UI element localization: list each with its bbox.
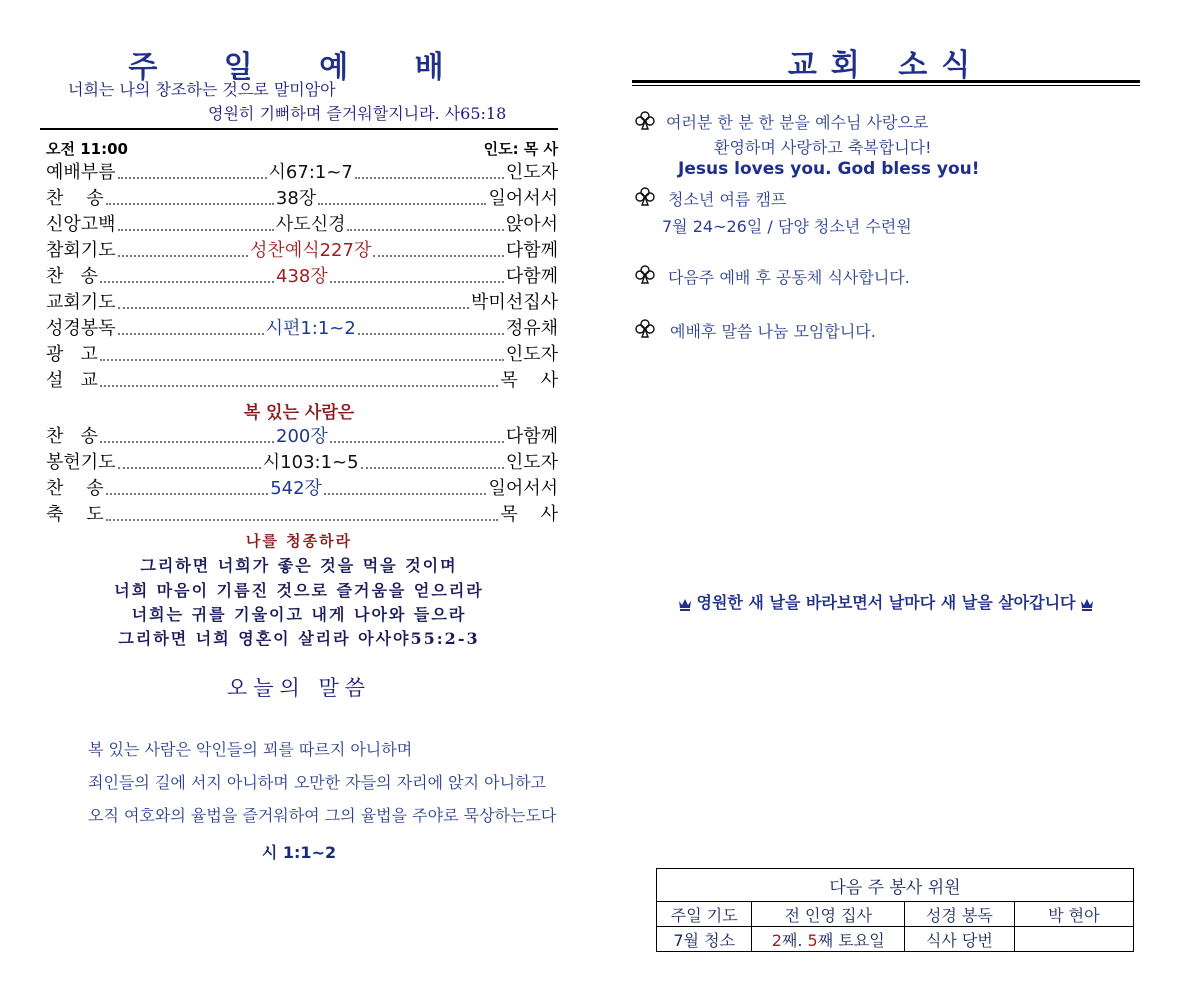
service-time: 오전 11:00: [46, 140, 128, 158]
dot-leader: [118, 229, 274, 231]
order-performer: 일어서서: [488, 188, 558, 209]
order-row: [46, 316, 558, 342]
order-detail: 200장: [276, 426, 328, 447]
order-performer: 인도자: [505, 452, 558, 473]
news-item-line: 예배후 말씀 나눔 모임합니다.: [670, 322, 876, 341]
dot-leader: [100, 441, 274, 443]
news-title: 교회 소식: [787, 48, 985, 83]
today-word-line: 복 있는 사람은 악인들의 꾀를 따르지 아니하며: [88, 740, 413, 759]
table-cell: 주일 기도: [657, 902, 752, 927]
table-cell: 성경 봉독: [905, 902, 1015, 927]
order-row: [46, 238, 558, 264]
order-performer: 다함께: [505, 426, 558, 447]
duty-table: [656, 868, 1134, 952]
club-icon: [634, 110, 656, 130]
sermon-title: 복 있는 사람은: [243, 403, 355, 423]
news-item-line: 다음주 예배 후 공동체 식사합니다.: [668, 268, 910, 287]
order-label: 찬 송: [46, 266, 98, 287]
order-row: [46, 424, 558, 450]
order-performer: 정유채: [505, 318, 559, 339]
order-label: 예배부름: [46, 162, 116, 183]
dot-leader: [118, 307, 469, 309]
scripture-line: 그리하면 너희 영혼이 살리라 아사야55:2-3: [118, 629, 480, 648]
motto-text: 영원한 새 날을 바라보면서 날마다 새 날을 살아갑니다: [696, 593, 1076, 612]
dot-leader: [100, 385, 498, 387]
dot-leader: [318, 203, 486, 205]
table-cell: 7월 청소: [657, 927, 752, 952]
table-row: [657, 902, 1134, 927]
order-row: [46, 290, 558, 316]
order-performer: 박미선집사: [471, 292, 558, 313]
dot-leader: [106, 203, 274, 205]
order-row: [46, 160, 558, 186]
order-performer: 일어서서: [488, 478, 559, 499]
order-label: 찬 송: [46, 426, 98, 447]
divider: [632, 80, 1140, 83]
dot-leader: [106, 493, 269, 495]
order-performer: 다함께: [505, 240, 558, 261]
scripture-line: 너희는 귀를 기울이고 내게 나아와 들으라: [131, 605, 467, 624]
scripture-line: 그리하면 너희가 좋은 것을 먹을 것이며: [140, 556, 458, 575]
dot-leader: [118, 333, 264, 335]
order-performer: 목 사: [500, 504, 558, 525]
order-performer: 인도자: [505, 344, 558, 365]
table-cell: 박 현아: [1014, 902, 1133, 927]
english-blessing: Jesus loves you. God bless you!: [678, 159, 980, 179]
order-label: 광 고: [46, 344, 98, 365]
dot-leader: [347, 229, 503, 231]
news-item-line: 환영하며 사랑하고 축복합니다!: [714, 138, 932, 157]
order-label: 찬 송: [46, 188, 104, 209]
order-row: [46, 264, 558, 290]
dot-leader: [355, 177, 504, 179]
dot-leader: [324, 493, 487, 495]
news-item-line: 청소년 여름 캠프: [668, 190, 787, 209]
order-row: [46, 342, 558, 368]
order-label: 축 도: [46, 504, 104, 525]
order-row: [46, 368, 558, 394]
table-cell: 식사 당번: [905, 927, 1015, 952]
order-detail: 438장: [276, 266, 328, 287]
table-row: [657, 927, 1134, 952]
club-icon: [634, 186, 656, 206]
worship-title: 주 일 예 배: [128, 50, 472, 85]
divider: [632, 85, 1140, 86]
table-cell: 전 인영 집사: [752, 902, 905, 927]
order-detail: 사도신경: [275, 214, 346, 235]
order-label: 신앙고백: [46, 214, 116, 235]
order-performer: 앉아서: [505, 214, 559, 235]
dot-leader: [361, 467, 504, 469]
dot-leader: [373, 255, 503, 257]
order-performer: 목 사: [500, 370, 558, 391]
order-detail: 542장: [270, 478, 322, 499]
news-item-line: 여러분 한 분 한 분을 예수님 사랑으로: [666, 113, 929, 132]
order-detail: 성찬예식227장: [250, 240, 372, 261]
motto: [632, 590, 1140, 613]
scripture-line: 너희 마음이 기름진 것으로 즐거움을 얻으리라: [114, 581, 484, 600]
dot-leader: [118, 177, 267, 179]
order-row: [46, 186, 558, 212]
table-cell: 2째. 5째 토요일: [752, 927, 905, 952]
order-label: 봉헌기도: [46, 452, 116, 473]
order-row: [46, 502, 558, 528]
dot-leader: [358, 333, 504, 335]
news-item-line: 7월 24~26일 / 담양 청소년 수련원: [662, 217, 912, 236]
order-detail: 시67:1~7: [268, 162, 353, 183]
today-word-line: 죄인들의 길에 서지 아니하며 오만한 자들의 자리에 앉지 아니하고: [88, 773, 547, 792]
service-leader: 인도: 목 사: [483, 140, 558, 158]
today-word-title: 오늘의 말씀: [226, 676, 372, 700]
dot-leader: [100, 281, 274, 283]
worship-verse-line-2: 영원히 기뻐하며 즐거워할지니라. 사65:18: [208, 104, 507, 123]
dot-leader: [330, 441, 504, 443]
club-icon: [634, 318, 656, 338]
today-word-line: 오직 여호와의 율법을 즐거워하여 그의 율법을 주야로 묵상하는도다: [88, 806, 557, 825]
duty-table-header: 다음 주 봉사 위원: [657, 869, 1134, 902]
dot-leader: [106, 519, 499, 521]
order-label: 설 교: [46, 370, 98, 391]
scripture-heading: 나를 청종하라: [245, 532, 353, 550]
order-label: 교회기도: [46, 292, 116, 313]
dot-leader: [118, 255, 248, 257]
crown-icon: [1080, 597, 1094, 611]
worship-verse-line-1: 너희는 나의 창조하는 것으로 말미암아: [68, 80, 336, 99]
order-detail: 38장: [275, 188, 317, 209]
divider: [40, 128, 558, 130]
dot-leader: [100, 359, 504, 361]
order-detail: 시103:1~5: [262, 452, 359, 473]
table-cell: [1014, 927, 1133, 952]
order-detail: 시편1:1~2: [265, 318, 356, 339]
today-word-reference: 시 1:1~2: [261, 843, 337, 862]
order-row: [46, 212, 558, 238]
order-row: [46, 476, 558, 502]
order-label: 참회기도: [46, 240, 116, 261]
dot-leader: [118, 467, 261, 469]
order-label: 성경봉독: [46, 318, 116, 339]
order-performer: 인도자: [505, 162, 559, 183]
crown-icon: [678, 597, 692, 611]
order-performer: 다함께: [505, 266, 558, 287]
order-row: [46, 450, 558, 476]
club-icon: [634, 264, 656, 284]
order-label: 찬 송: [46, 478, 104, 499]
dot-leader: [330, 281, 504, 283]
